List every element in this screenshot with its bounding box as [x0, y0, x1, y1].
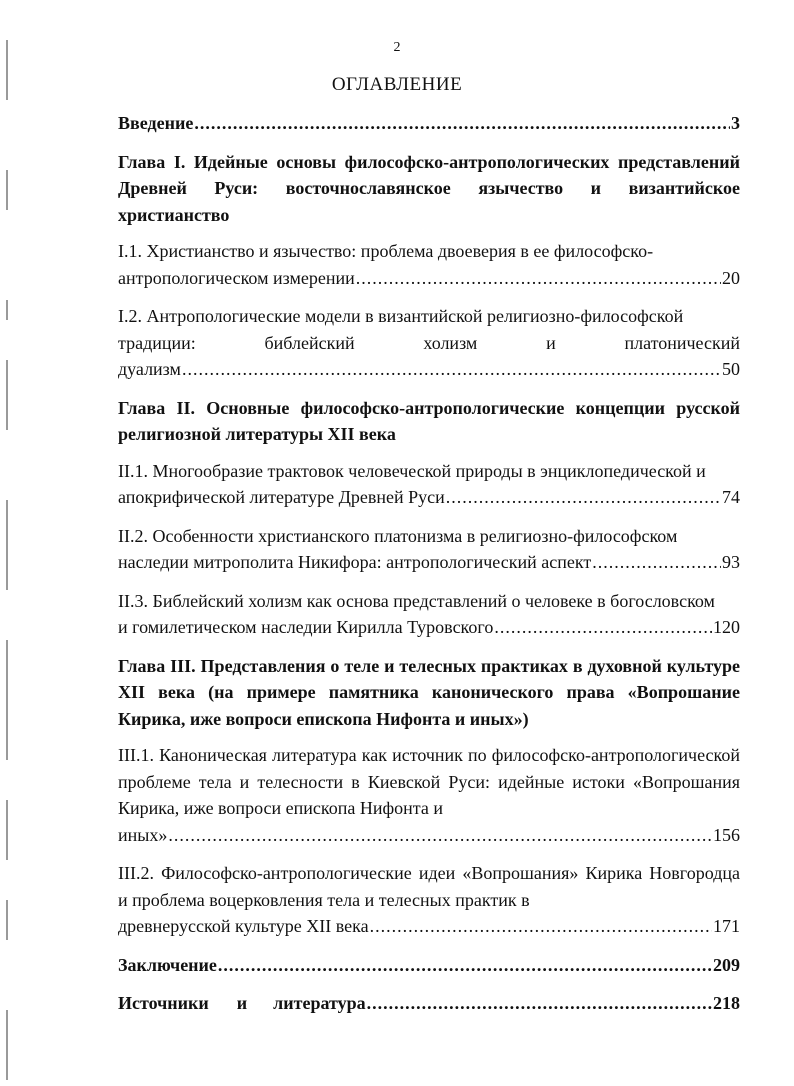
toc-section-last-line: иных»	[118, 824, 168, 845]
word: холизм	[423, 332, 478, 353]
toc-section-last-line: и гомилетическом наследии Кирилла Туровского	[118, 617, 494, 637]
word: библейский	[264, 332, 355, 353]
dot-leader	[194, 110, 730, 137]
toc-entry-1-2[interactable]	[118, 303, 740, 383]
toc-page-number: 209	[713, 954, 740, 975]
toc-entry-3-2[interactable]	[118, 860, 740, 940]
toc-entry-sources[interactable]	[118, 990, 740, 1017]
toc-section-last-line: наследии митрополита Никифора: антропологический аспект	[118, 552, 592, 572]
toc-entry-2-2[interactable]	[118, 523, 740, 576]
toc-page-number: 120	[713, 617, 740, 637]
toc-section-last-line: апокрифической литературе Древней Руси	[118, 487, 445, 507]
toc-page-number: 171	[713, 916, 740, 936]
dot-leader	[446, 484, 721, 511]
toc-page-number: 74	[722, 487, 740, 507]
toc-section-spread-line	[118, 330, 740, 357]
table-of-contents	[118, 110, 740, 1029]
toc-label-word: Источники	[118, 993, 209, 1013]
toc-section-text: I.1. Христианство и язычество: проблема двоеверия в ее философско-	[118, 241, 654, 261]
word: платонический	[624, 332, 740, 353]
page-number: 2	[393, 40, 401, 55]
toc-page-number: 50	[722, 359, 740, 379]
dot-leader	[370, 913, 712, 940]
toc-section-last-line: антропологическом измерении	[118, 267, 355, 288]
toc-chapter-1[interactable]: Глава I. Идейные основы философско-антропологических представлений Древней Руси: восточнославянское язычество и византийское христианство	[118, 151, 740, 225]
toc-section-last-line: дуализм	[118, 359, 181, 379]
toc-label-word: и	[236, 993, 248, 1013]
dot-leader	[356, 265, 721, 292]
toc-section-text: II.3. Библейский холизм как основа представлений о человеке в богословском	[118, 590, 715, 611]
dot-leader	[218, 952, 712, 979]
toc-section-text: I.2. Антропологические модели в византийской религиозно-философской	[118, 306, 684, 326]
toc-label: Введение	[118, 113, 194, 133]
toc-section-text: II.2. Особенности христианского платонизма в религиозно-философском	[118, 525, 678, 546]
dot-leader	[494, 614, 712, 641]
toc-entry-intro[interactable]	[118, 110, 740, 137]
toc-page-number: 3	[731, 113, 740, 133]
toc-entry-1-1[interactable]	[118, 238, 740, 291]
dot-leader	[168, 822, 712, 849]
toc-label: Заключение	[118, 954, 217, 975]
toc-label-word: литература	[273, 993, 366, 1013]
toc-entry-2-3[interactable]	[118, 588, 740, 641]
dot-leader	[592, 549, 721, 576]
toc-page-number: 218	[713, 993, 740, 1013]
word: и	[546, 332, 556, 353]
toc-section-text: III.2. Философско-антропологические идеи «Вопрошания» Кирика Новгородца и проблема воцерковления тела и телесных практик в	[118, 863, 740, 910]
dot-leader	[367, 990, 712, 1017]
toc-chapter-2[interactable]: Глава II. Основные философско-антропологические концепции русской религиозной литературы XII века	[118, 397, 740, 444]
toc-entry-3-1[interactable]	[118, 742, 740, 848]
toc-page-number: 93	[722, 552, 740, 572]
dot-leader	[182, 356, 721, 383]
toc-section-last-line: древнерусской культуре XII века	[118, 916, 369, 936]
toc-chapter-3[interactable]: Глава III. Представления о теле и телесных практиках в духовной культуре XII века (на примере памятника канонического права «Вопрошание Кирика, иже вопроси епископа Нифонта и иных»)	[118, 655, 740, 729]
toc-entry-conclusion[interactable]	[118, 952, 740, 979]
toc-page-number: 20	[722, 267, 740, 288]
toc-page-number: 156	[713, 824, 740, 845]
scan-margin-noise	[4, 0, 14, 1086]
toc-section-text: III.1. Каноническая литература как источник по философско-антропологической проблеме тела и телесности в Киевской Руси: идейные истоки «Вопрошания Кирика, иже вопроси епископа Нифонта и	[118, 745, 740, 818]
word: традиции:	[118, 332, 196, 353]
toc-section-text: II.1. Многообразие трактовок человеческой природы в энциклопедической и	[118, 460, 706, 481]
toc-entry-2-1[interactable]	[118, 458, 740, 511]
page-title: ОГЛАВЛЕНИЕ	[331, 74, 463, 95]
